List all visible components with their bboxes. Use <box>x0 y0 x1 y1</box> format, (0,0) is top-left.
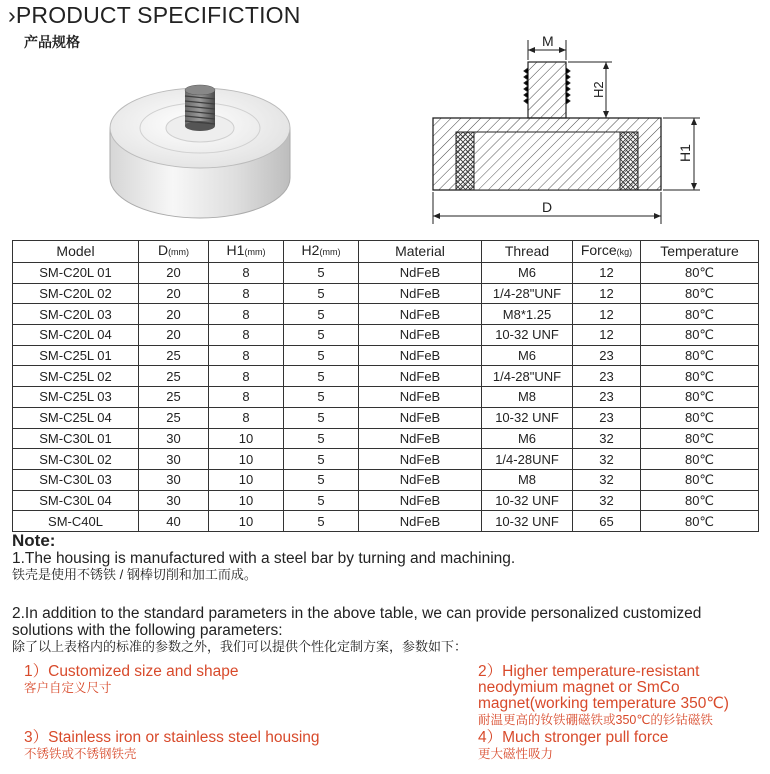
cell-temperature: 80℃ <box>641 449 759 470</box>
table-row <box>13 469 759 490</box>
cell-model: SM-C20L 02 <box>13 283 139 304</box>
cell-force: 32 <box>573 469 641 490</box>
cell-thread: M8 <box>482 387 573 408</box>
option-1-cn: 客户自定义尺寸 <box>24 681 112 695</box>
option-4-cn: 更大磁性吸力 <box>478 747 554 761</box>
table-row <box>13 263 759 284</box>
cell-h2: 5 <box>284 387 359 408</box>
cell-force: 65 <box>573 511 641 532</box>
cell-temperature: 80℃ <box>641 407 759 428</box>
cell-temperature: 80℃ <box>641 387 759 408</box>
cell-force: 23 <box>573 387 641 408</box>
cell-h2: 5 <box>284 511 359 532</box>
option-1 <box>24 664 464 696</box>
cell-d: 30 <box>139 449 209 470</box>
cell-thread: M6 <box>482 345 573 366</box>
cell-temperature: 80℃ <box>641 469 759 490</box>
cell-h1: 8 <box>209 366 284 387</box>
table-row <box>13 449 759 470</box>
cell-h1: 10 <box>209 428 284 449</box>
cell-model: SM-C30L 04 <box>13 490 139 511</box>
cell-thread: 10-32 UNF <box>482 407 573 428</box>
cell-force: 12 <box>573 304 641 325</box>
cell-material: NdFeB <box>359 511 482 532</box>
cell-thread: M8*1.25 <box>482 304 573 325</box>
option-3-cn: 不锈铁或不锈钢铁壳 <box>24 747 137 761</box>
cell-model: SM-C30L 02 <box>13 449 139 470</box>
cell-model: SM-C20L 01 <box>13 263 139 284</box>
cell-h1: 10 <box>209 469 284 490</box>
cell-d: 25 <box>139 345 209 366</box>
cell-thread: 1/4-28"UNF <box>482 366 573 387</box>
table-row <box>13 366 759 387</box>
cell-d: 20 <box>139 263 209 284</box>
cell-model: SM-C30L 01 <box>13 428 139 449</box>
cell-h1: 8 <box>209 304 284 325</box>
cell-d: 25 <box>139 387 209 408</box>
cell-force: 23 <box>573 345 641 366</box>
option-4 <box>478 730 764 762</box>
cell-temperature: 80℃ <box>641 304 759 325</box>
cell-material: NdFeB <box>359 428 482 449</box>
cell-material: NdFeB <box>359 407 482 428</box>
option-2 <box>478 664 764 728</box>
note-2-cn: 除了以上表格内的标准的参数之外，我们可以提供个性化定制方案，参数如下： <box>12 639 468 654</box>
cell-model: SM-C25L 02 <box>13 366 139 387</box>
cell-force: 32 <box>573 428 641 449</box>
cell-h2: 5 <box>284 366 359 387</box>
option-3-en: 3）Stainless iron or stainless steel housing <box>24 729 320 746</box>
cell-force: 12 <box>573 325 641 346</box>
table-row <box>13 387 759 408</box>
cell-d: 30 <box>139 490 209 511</box>
customization-options <box>12 664 764 774</box>
cell-d: 20 <box>139 325 209 346</box>
cell-force: 23 <box>573 407 641 428</box>
cell-d: 40 <box>139 511 209 532</box>
cell-model: SM-C25L 01 <box>13 345 139 366</box>
cell-h1: 10 <box>209 449 284 470</box>
col-header-temperature: Temperature <box>641 241 759 263</box>
cell-h2: 5 <box>284 304 359 325</box>
cell-h2: 5 <box>284 469 359 490</box>
cell-d: 20 <box>139 283 209 304</box>
cell-thread: M6 <box>482 263 573 284</box>
col-header-d: D(mm) <box>139 241 209 263</box>
note-1-cn: 铁壳是使用不锈铁 / 钢棒切削和加工而成。 <box>12 567 257 582</box>
col-header-thread: Thread <box>482 241 573 263</box>
col-header-model: Model <box>13 241 139 263</box>
cell-material: NdFeB <box>359 490 482 511</box>
cell-h1: 8 <box>209 325 284 346</box>
drawing-stud <box>528 62 566 118</box>
table-row <box>13 428 759 449</box>
cell-h2: 5 <box>284 428 359 449</box>
notes-section <box>12 531 764 761</box>
cell-material: NdFeB <box>359 263 482 284</box>
cell-material: NdFeB <box>359 345 482 366</box>
cell-thread: 1/4-28UNF <box>482 449 573 470</box>
cell-force: 12 <box>573 283 641 304</box>
option-2-cn: 耐温更高的钕铁硼磁铁或350℃的钐钴磁铁 <box>478 713 713 727</box>
product-photo <box>100 68 300 228</box>
cell-model: SM-C20L 04 <box>13 325 139 346</box>
cell-h1: 8 <box>209 283 284 304</box>
table-row <box>13 345 759 366</box>
cell-h1: 8 <box>209 407 284 428</box>
cell-material: NdFeB <box>359 469 482 490</box>
cell-model: SM-C25L 03 <box>13 387 139 408</box>
cell-material: NdFeB <box>359 387 482 408</box>
cell-material: NdFeB <box>359 304 482 325</box>
spec-table <box>12 240 759 532</box>
dim-label-m: M <box>542 33 554 49</box>
cell-d: 30 <box>139 428 209 449</box>
cell-model: SM-C40L <box>13 511 139 532</box>
cell-temperature: 80℃ <box>641 283 759 304</box>
technical-drawing <box>428 32 718 232</box>
cell-h2: 5 <box>284 283 359 304</box>
cell-h1: 8 <box>209 387 284 408</box>
dim-label-h1: H1 <box>677 144 693 162</box>
table-header-row <box>13 241 759 263</box>
cell-temperature: 80℃ <box>641 511 759 532</box>
cell-d: 20 <box>139 304 209 325</box>
cell-thread: M8 <box>482 469 573 490</box>
cell-h2: 5 <box>284 449 359 470</box>
note-2-en-line2: solutions with the following parameters: <box>12 622 283 639</box>
cell-h1: 8 <box>209 345 284 366</box>
table-row <box>13 407 759 428</box>
option-1-en: 1）Customized size and shape <box>24 663 239 680</box>
option-2-en: 2）Higher temperature-resistant neodymium magnet or SmCo magnet(working temperature 350℃) <box>478 663 729 712</box>
cell-h1: 8 <box>209 263 284 284</box>
cell-d: 25 <box>139 366 209 387</box>
cell-model: SM-C25L 04 <box>13 407 139 428</box>
cell-thread: M6 <box>482 428 573 449</box>
cell-temperature: 80℃ <box>641 366 759 387</box>
cell-temperature: 80℃ <box>641 490 759 511</box>
cell-thread: 10-32 UNF <box>482 490 573 511</box>
cell-model: SM-C30L 03 <box>13 469 139 490</box>
cell-h2: 5 <box>284 490 359 511</box>
option-4-en: 4）Much stronger pull force <box>478 729 669 746</box>
col-header-force: Force(kg) <box>573 241 641 263</box>
cell-material: NdFeB <box>359 366 482 387</box>
table-row <box>13 490 759 511</box>
note-1-en: 1.The housing is manufactured with a steel bar by turning and machining. <box>12 550 516 567</box>
table-row <box>13 511 759 532</box>
cell-temperature: 80℃ <box>641 263 759 284</box>
col-header-material: Material <box>359 241 482 263</box>
cell-force: 32 <box>573 490 641 511</box>
table-row <box>13 304 759 325</box>
cell-thread: 10-32 UNF <box>482 511 573 532</box>
cell-thread: 1/4-28"UNF <box>482 283 573 304</box>
cell-material: NdFeB <box>359 325 482 346</box>
col-header-h2: H2(mm) <box>284 241 359 263</box>
option-3 <box>24 730 464 762</box>
col-header-h1: H1(mm) <box>209 241 284 263</box>
cell-d: 25 <box>139 407 209 428</box>
cell-h2: 5 <box>284 345 359 366</box>
table-row <box>13 283 759 304</box>
cell-h1: 10 <box>209 511 284 532</box>
table-row <box>13 325 759 346</box>
cell-h2: 5 <box>284 407 359 428</box>
cell-material: NdFeB <box>359 449 482 470</box>
cell-temperature: 80℃ <box>641 345 759 366</box>
dim-label-d: D <box>542 199 553 215</box>
cell-force: 23 <box>573 366 641 387</box>
cell-force: 32 <box>573 449 641 470</box>
notes-heading: Note: <box>12 531 56 550</box>
dim-label-h2: H2 <box>591 81 606 98</box>
cell-material: NdFeB <box>359 283 482 304</box>
cell-model: SM-C20L 03 <box>13 304 139 325</box>
page-title: ›PRODUCT SPECIFICTION <box>8 2 301 28</box>
cell-temperature: 80℃ <box>641 428 759 449</box>
note-2-en-line1: 2.In addition to the standard parameters in the above table, we can provide personalized customized <box>12 605 702 622</box>
cell-thread: 10-32 UNF <box>482 325 573 346</box>
cell-d: 30 <box>139 469 209 490</box>
page-subtitle: 产品规格 <box>24 34 80 50</box>
chevron-right-icon: › <box>8 2 16 28</box>
cell-h1: 10 <box>209 490 284 511</box>
cell-h2: 5 <box>284 325 359 346</box>
cell-h2: 5 <box>284 263 359 284</box>
cell-force: 12 <box>573 263 641 284</box>
cell-temperature: 80℃ <box>641 325 759 346</box>
